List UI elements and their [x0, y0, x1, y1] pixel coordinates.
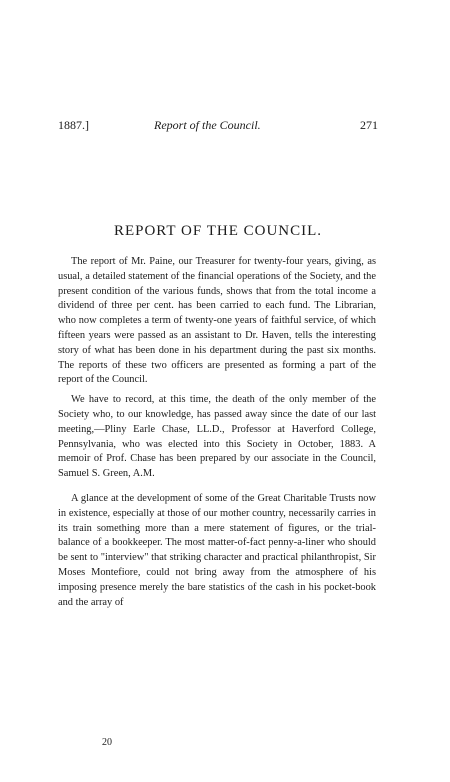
running-head-year: 1887.] [58, 118, 89, 132]
page-number: 271 [360, 118, 378, 132]
signature-mark: 20 [102, 737, 112, 748]
running-head-title: Report of the Council. [154, 118, 261, 132]
paragraph-death-record: We have to record, at this time, the death of the only member of the Society who, to our knowledge, has passed away since the date of our last meeting,—Pliny Earle Chase, LL.D., Professor at Haverford College, Pennsylvania, who was elected into this Society in October, 1883. A memoir of Prof. Chase has been prepared by our associate in the Council, Samuel S. Green, A.M. [58, 394, 376, 480]
paragraph-treasurer-report: The report of Mr. Paine, our Treasurer for twenty-four years, giving, as usual, a detailed statement of the financial operations of the Society, and the present condition of the various funds, shows that from the total income a dividend of three per cent. has been carried to each fund. The Librarian, who now completes a term of twenty-one years of faithful service, of which fifteen years were passed as an assistant to Dr. Haven, tells the interesting story of what has been done in his department during the past six months. The reports of these two officers are presented as forming a part of the report of the Council. [58, 256, 376, 386]
running-head [58, 117, 378, 133]
paragraph-charitable-trusts: A glance at the development of some of the Great Charitable Trusts now in existence, especially at those of our mother country, necessarily carries in its train something more than a mere statement of figures, or the trial-balance of a bookkeeper. The most matter-of-fact penny-a-liner who should be sent to "interview" that striking character and practical philanthropist, Sir Moses Montefiore, could not bring away from the atmosphere of his imposing presence merely the bare statistics of the cash in his pocket-book and the array of [58, 492, 376, 608]
body-text [58, 255, 376, 610]
report-title: REPORT OF THE COUNCIL. [113, 223, 323, 239]
